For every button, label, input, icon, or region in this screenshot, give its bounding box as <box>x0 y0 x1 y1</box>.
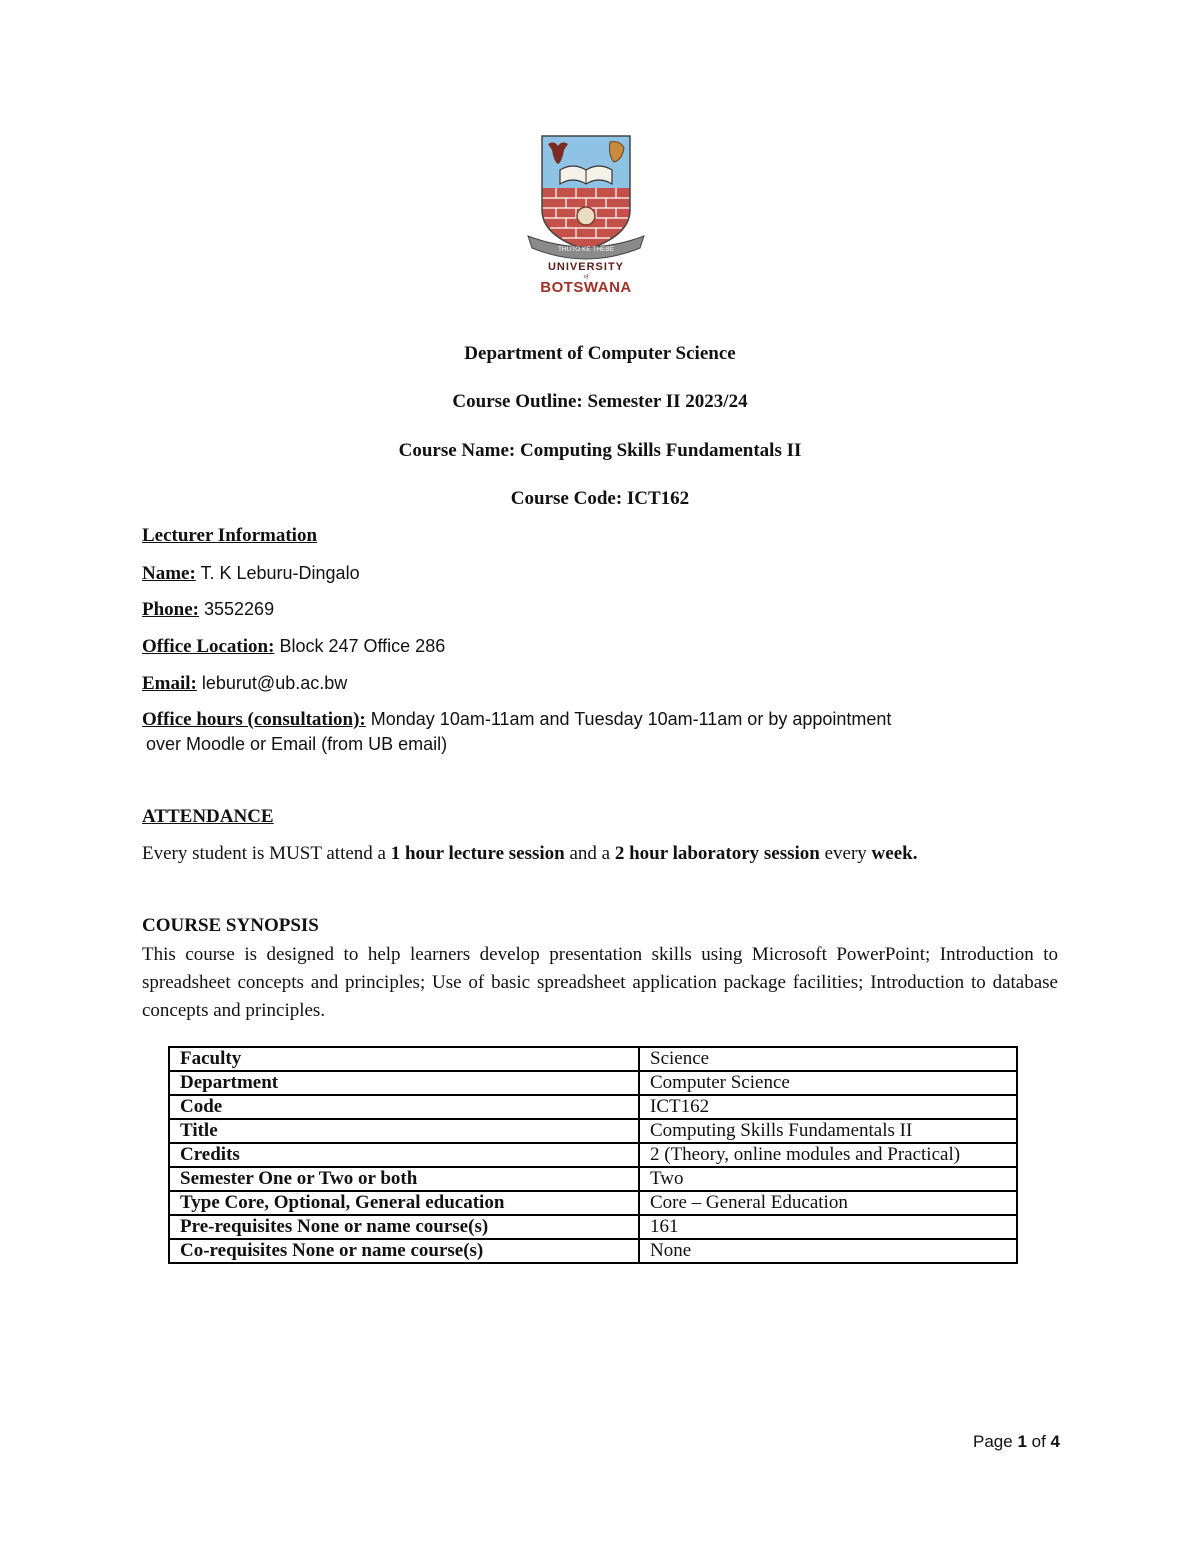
lecturer-name-line <box>142 561 1062 586</box>
table-cell-label: Faculty <box>169 1047 639 1071</box>
table-row <box>169 1047 1017 1071</box>
hours-value: Monday 10am-11am and Tuesday 10am-11am or by appointment <box>365 709 892 729</box>
table-row <box>169 1143 1017 1167</box>
table-row <box>169 1095 1017 1119</box>
course-code-heading: Course Code: ICT162 <box>510 488 690 509</box>
department-heading: Department of Computer Science <box>464 343 736 364</box>
table-cell-value: Core – General Education <box>639 1191 1017 1215</box>
table-cell-label: Pre-requisites None or name course(s) <box>169 1215 639 1239</box>
office-value: Block 247 Office 286 <box>274 636 446 656</box>
attendance-heading: ATTENDANCE <box>142 806 274 827</box>
course-name-heading: Course Name: Computing Skills Fundamentals II <box>398 440 802 461</box>
table-cell-label: Semester One or Two or both <box>169 1167 639 1191</box>
table-cell-label: Type Core, Optional, General education <box>169 1191 639 1215</box>
email-label: Email: <box>142 673 197 694</box>
course-outline-heading: Course Outline: Semester II 2023/24 <box>452 391 748 412</box>
university-crest-logo <box>524 118 648 304</box>
name-value: T. K Leburu-Dingalo <box>195 563 360 583</box>
table-row <box>169 1119 1017 1143</box>
table-cell-label: Department <box>169 1071 639 1095</box>
table-cell-value: Science <box>639 1047 1017 1071</box>
table-row <box>169 1239 1017 1263</box>
phone-label: Phone: <box>142 599 199 620</box>
table-cell-value: Computing Skills Fundamentals II <box>639 1119 1017 1143</box>
table-cell-value: Two <box>639 1167 1017 1191</box>
hours-label: Office hours (consultation): <box>142 709 366 730</box>
table-row <box>169 1215 1017 1239</box>
attendance-text: Every student is MUST attend a 1 hour lecture session and a 2 hour laboratory session every week. <box>142 843 918 864</box>
lecturer-phone-line <box>142 597 1062 622</box>
hours-value-line2: over Moodle or Email (from UB email) <box>146 734 448 754</box>
office-label: Office Location: <box>142 636 275 657</box>
logo-botswana-text: BOTSWANA <box>540 279 632 296</box>
email-value: leburut@ub.ac.bw <box>196 673 348 693</box>
course-info-table <box>168 1046 1018 1264</box>
table-cell-label: Credits <box>169 1143 639 1167</box>
logo-university-text: UNIVERSITY <box>547 261 625 273</box>
table-cell-label: Co-requisites None or name course(s) <box>169 1239 639 1263</box>
motto-text: THUTO KE THEBE <box>557 246 615 253</box>
table-row <box>169 1191 1017 1215</box>
table-row <box>169 1071 1017 1095</box>
page-number: Page 1 of 4 <box>973 1432 1060 1451</box>
logo-of-text: of <box>583 274 589 280</box>
table-cell-value: 161 <box>639 1215 1017 1239</box>
table-cell-value: 2 (Theory, online modules and Practical) <box>639 1143 1017 1167</box>
lecturer-office-line <box>142 634 1062 659</box>
table-cell-value: Computer Science <box>639 1071 1017 1095</box>
table-row <box>169 1167 1017 1191</box>
phone-value: 3552269 <box>199 599 275 619</box>
course-synopsis-text: This course is designed to help learners develop presentation skills using Microsoft PowerPoint; Introduction to spreadsheet concepts and principles; Use of basic spreadsheet application package facilities; Introduction to database concepts and principles. <box>142 944 1058 1021</box>
lecturer-info-heading: Lecturer Information <box>142 525 318 546</box>
table-cell-label: Code <box>169 1095 639 1119</box>
lecturer-hours-line <box>142 707 1062 732</box>
name-label: Name: <box>142 563 196 584</box>
course-synopsis-heading: COURSE SYNOPSIS <box>142 915 319 936</box>
table-cell-value: ICT162 <box>639 1095 1017 1119</box>
table-cell-label: Title <box>169 1119 639 1143</box>
table-cell-value: None <box>639 1239 1017 1263</box>
lecturer-email-line <box>142 671 1062 696</box>
